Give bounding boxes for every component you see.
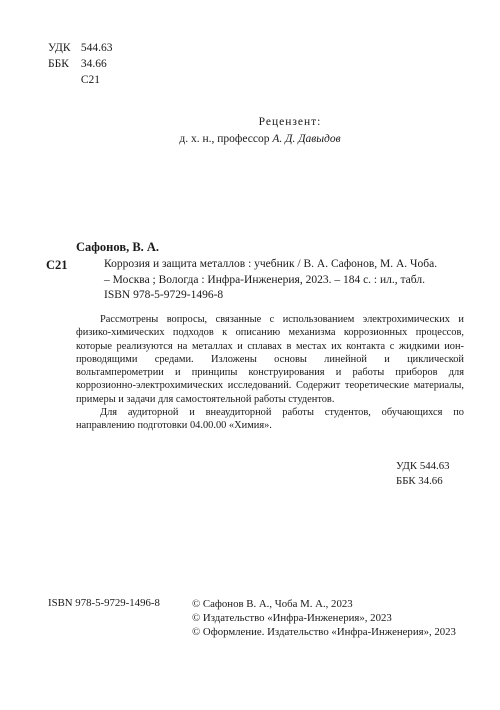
biblio-line-2: – Москва ; Вологда : Инфра-Инженерия, 2023. – 184 с. : ил., табл. [104,273,425,286]
copyright-authors: © Сафонов В. А., Чоба М. А., 2023 [192,598,353,610]
reviewer-title: Рецензент: [258,116,322,128]
bbk-row [48,56,113,72]
bbk-label: ББК [48,58,69,70]
author-code-value: С21 [80,74,101,86]
copyright-publisher: © Издательство «Инфра-Инженерия», 2023 [192,612,392,625]
reviewer-name: А. Д. Давыдов [272,133,341,145]
author-code-row [48,72,113,88]
udk-right: УДК 544.63 [396,460,450,472]
footer-isbn: ISBN 978-5-9729-1496-8 [48,597,160,609]
bbk-value: 34.66 [80,58,107,70]
abstract-paragraph-1: Рассмотрены вопросы, связанные с использованием электрохимических и физико-химических подходов к описанию механизма коррозионных процессов, которые реализуются на металлах и сплавах в местах их контакта с жидкими ион-проводящими средами. Изложены основы линейной и циклической вольтамперометрии и принципы конструирования и работы приборов для коррозионно-электрохимических исследований. Содержит теоретические материалы, примеры и задачи для самостоятельной работы студентов. [76,314,464,405]
bbk-right: ББК 34.66 [396,474,443,487]
biblio-line-1: Коррозия и защита металлов : учебник / В. А. Сафонов, М. А. Чоба. [104,258,438,270]
bibliographic-record [104,257,462,304]
author-name: Сафонов, В. А. [76,240,160,254]
reviewer-line [0,133,500,145]
copyright-block [192,597,456,640]
udk-row [48,40,113,56]
udk-value: 544.63 [80,42,113,54]
udk-label: УДК [48,42,71,54]
reviewer-degree: д. х. н., профессор [179,133,273,145]
abstract-paragraph-2: Для аудиторной и внеаудиторной работы студентов, обучающихся по направлению подготовки 04.00.00 «Химия». [76,407,464,432]
biblio-isbn: ISBN 978-5-9729-1496-8 [104,289,224,301]
classification-block [48,40,113,88]
abstract [76,313,464,433]
author-code: С21 [46,258,68,272]
classification-right [396,459,450,488]
copyright-design: © Оформление. Издательство «Инфра-Инженерия», 2023 [192,626,456,639]
